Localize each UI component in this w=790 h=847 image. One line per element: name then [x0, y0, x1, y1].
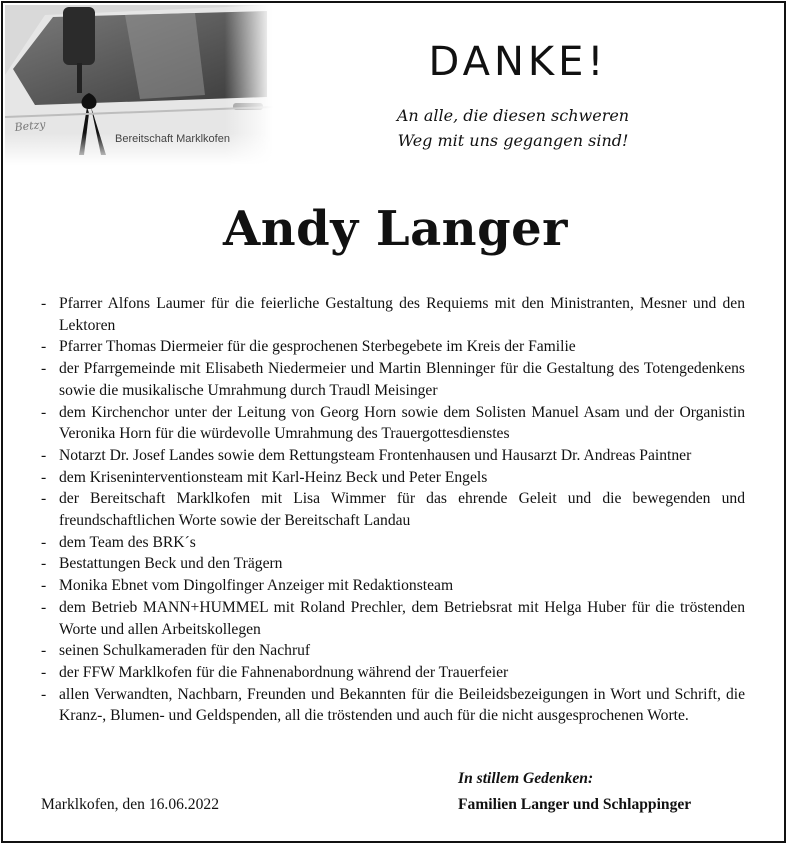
list-dash: - [41, 403, 47, 421]
vehicle-photo [5, 5, 273, 165]
list-dash: - [41, 468, 47, 486]
list-item-text: Monika Ebnet vom Dingolfinger Anzeiger mit Redaktionsteam [59, 577, 454, 595]
list-dash: - [41, 663, 47, 681]
place-date: Marklkofen, den 16.06.2022 [41, 796, 219, 813]
list-dash: - [41, 555, 47, 573]
list-item [41, 358, 745, 401]
list-dash: - [41, 295, 47, 312]
list-item [41, 532, 745, 554]
list-item [41, 575, 745, 597]
danke-subtitle-line2: Weg mit uns gegangen sind! [397, 131, 629, 150]
list-item-text: der Bereitschaft Marklkofen mit Lisa Wimmer für das ehrende Geleit und die bewegenden und freundschaftlichen Worte sowie der Bereitschaft Landau [59, 490, 745, 530]
thanks-list [41, 293, 745, 727]
list-item-text: dem Betrieb MANN+HUMMEL mit Roland Prechler, dem Betriebsrat mit Helga Huber für die tröstenden Worte und allen Arbeitskollegen [59, 598, 745, 638]
list-item-text: Notarzt Dr. Josef Landes sowie dem Rettungsteam Frontenhausen und Hausarzt Dr. Andreas Paintner [59, 446, 692, 464]
list-item-text: Bestattungen Beck und den Trägern [59, 555, 283, 573]
list-dash: - [41, 533, 47, 551]
signature: Betzy [13, 117, 47, 134]
list-item-text: Pfarrer Thomas Diermeier für die gesprochenen Sterbegebete im Kreis der Familie [59, 338, 576, 356]
list-item-text: Pfarrer Alfons Laumer für die feierliche Gestaltung des Requiems mit den Ministranten, Mesner und den Lektoren [59, 295, 745, 334]
list-item-text: dem Kirchenchor unter der Leitung von Georg Horn sowie dem Solisten Manuel Asam und der Organistin Veronika Horn für die würdevolle Umrahmung des Trauergottesdienstes [59, 403, 745, 443]
danke-heading: DANKE! [428, 39, 608, 85]
list-item-text: der FFW Marklkofen für die Fahnenabordnung während der Trauerfeier [59, 663, 509, 681]
list-dash: - [41, 338, 47, 356]
closing-line-1: In stillem Gedenken: [458, 770, 594, 787]
list-dash: - [41, 642, 47, 660]
list-item [41, 402, 745, 445]
list-dash: - [41, 490, 47, 508]
list-item [41, 467, 745, 489]
deceased-name: Andy Langer [223, 201, 568, 257]
list-dash: - [41, 598, 47, 616]
list-dash: - [41, 360, 47, 378]
list-item [41, 597, 745, 640]
list-item [41, 684, 745, 727]
list-item-text: dem Kriseninterventionsteam mit Karl-Heinz Beck und Peter Engels [59, 468, 488, 486]
list-dash: - [41, 685, 47, 703]
list-dash: - [41, 577, 47, 595]
obituary-notice [1, 1, 786, 843]
list-item [41, 336, 745, 358]
list-item [41, 293, 745, 336]
danke-subtitle [383, 103, 643, 153]
list-item-text: allen Verwandten, Nachbarn, Freunden und Bekannten für die Beileidsbezeigungen in Wort und Schrift, die Kranz-, Blumen- und Geldspenden, all die tröstenden und auch für die nicht ausgesprochenen Worte. [59, 685, 745, 725]
list-dash: - [41, 446, 47, 464]
list-item [41, 640, 745, 662]
danke-subtitle-line1: An alle, die diesen schweren [396, 106, 630, 125]
list-item [41, 553, 745, 575]
list-item [41, 662, 745, 684]
list-item-text: dem Team des BRK´s [59, 533, 196, 551]
closing-line-2: Familien Langer und Schlappinger [458, 796, 692, 813]
list-item [41, 488, 745, 531]
vehicle-lettering: Bereitschaft Marklkofen [115, 133, 230, 145]
list-item-text: seinen Schulkameraden für den Nachruf [59, 642, 311, 660]
list-item-text: der Pfarrgemeinde mit Elisabeth Niedermeier und Martin Blenninger für die Gestaltung des Totengedenkens sowie die musikalische Umrahmung durch Traudl Meisinger [59, 360, 745, 399]
list-item [41, 445, 745, 467]
